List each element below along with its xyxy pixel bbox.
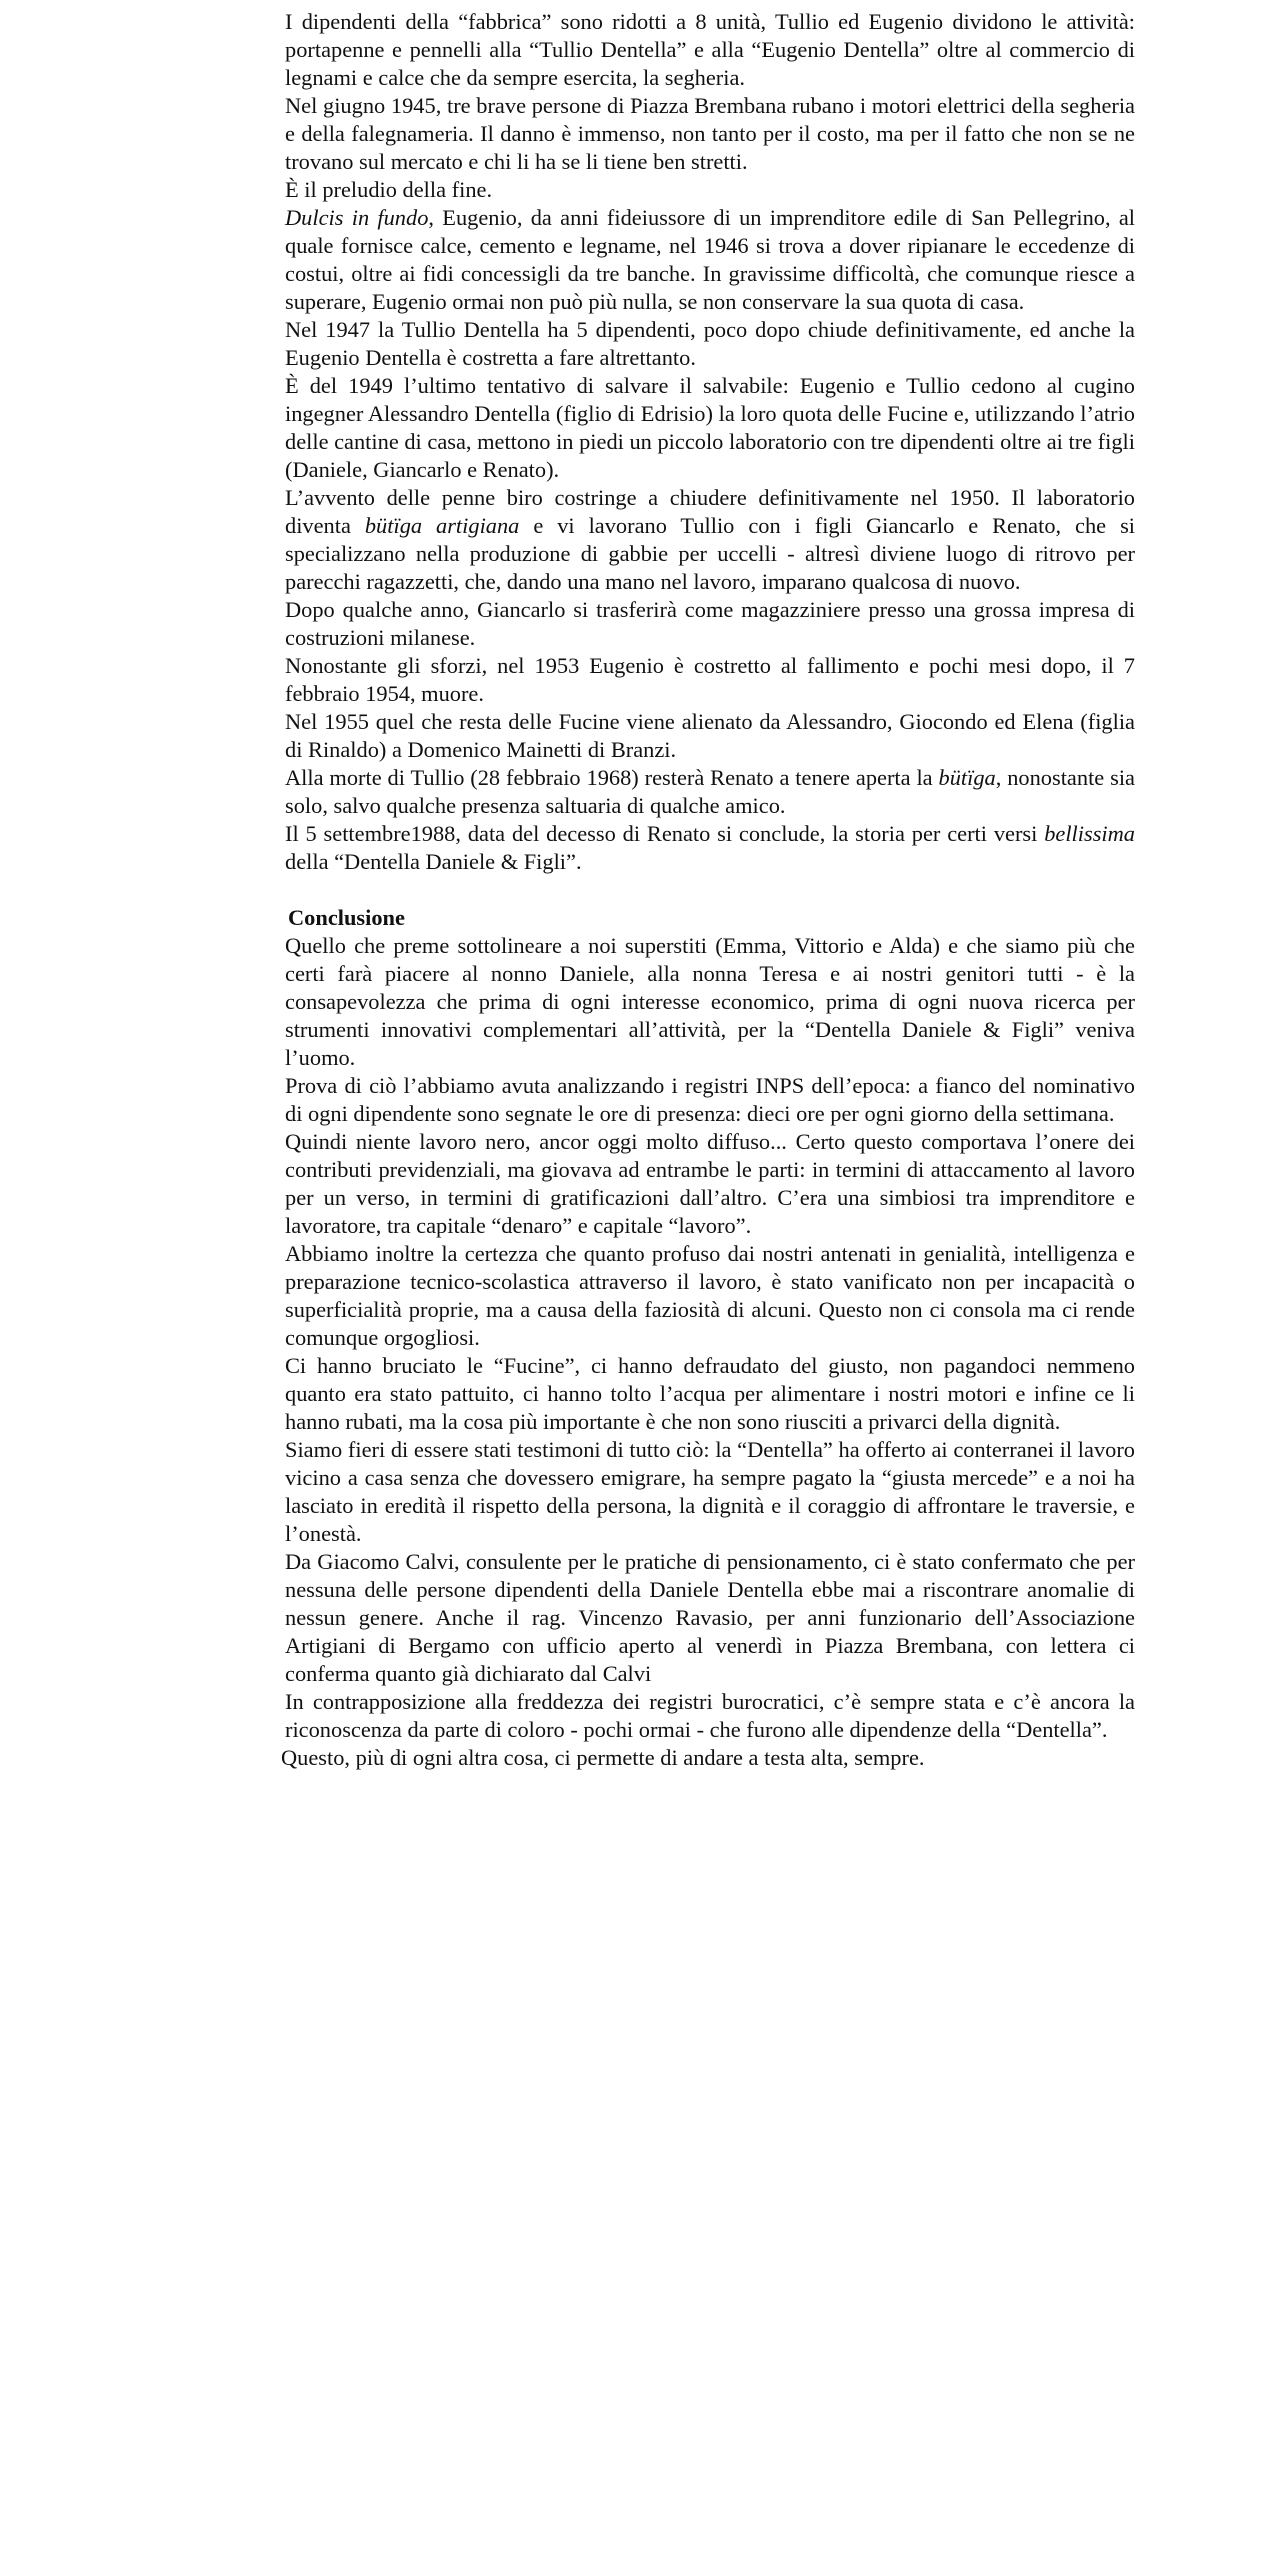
section-gap	[285, 876, 1135, 904]
paragraph-1955: Nel 1955 quel che resta delle Fucine viene alienato da Alessandro, Giocondo ed Elena (figlia di Rinaldo) a Domenico Mainetti di Branzi.	[285, 709, 1135, 762]
paragraph-morte-tullio	[285, 764, 1135, 820]
paragraph-lavoro-nero: Quindi niente lavoro nero, ancor oggi molto diffuso... Certo questo comportava l’onere dei contributi previdenziali, ma giovava ad entrambe le parti: in termini di attaccamento al lavoro per un verso, in termini di gratificazioni dall’altro. C’era una simbiosi tra imprenditore e lavoratore, tra capitale “denaro” e capitale “lavoro”.	[285, 1129, 1135, 1238]
paragraph-renato-1988	[285, 820, 1135, 876]
italic-dulcis-in-fundo: Dulcis in fundo	[285, 205, 429, 230]
italic-butiga-artigiana: bütïga artigiana	[364, 513, 520, 538]
tullio-text-2: , nonostante sia solo, salvo qualche presenza saltuaria di qualche amico.	[285, 765, 1135, 818]
paragraph-giugno-1945: Nel giugno 1945, tre brave persone di Piazza Brembana rubano i motori elettrici della segheria e della falegnameria. Il danno è immenso, non tanto per il costo, ma per il fatto che non se ne trovano sul mercato e chi li ha se li tiene ben stretti.	[285, 93, 1135, 174]
tullio-text-1: Alla morte di Tullio (28 febbraio 1968) resterà Renato a tenere aperta la	[285, 765, 939, 790]
paragraph-certezza: Abbiamo inoltre la certezza che quanto profuso dai nostri antenati in genialità, intelligenza e preparazione tecnico-scolastica attraverso il lavoro, è stato vanificato non per incapacità o superficialità proprie, ma a causa della faziosità di alcuni. Questo non ci consola ma ci rende comunque orgogliosi.	[285, 1241, 1135, 1350]
paragraph-giancarlo: Dopo qualche anno, Giancarlo si trasferirà come magazziniere presso una grossa impresa di costruzioni milanese.	[285, 597, 1135, 650]
biro-text-1: L’avvento delle penne biro costringe a chiudere definitivamente nel 1950. Il laboratorio diventa	[285, 485, 1135, 538]
dulcis-text: , Eugenio, da anni fideiussore di un imprenditore edile di San Pellegrino, al quale fornisce calce, cemento e legname, nel 1946 si trova a dover ripianare le eccedenze di costui, oltre ai fidi concessigli da tre banche. In gravissime difficoltà, che comunque riesce a superare, Eugenio ormai non può più nulla, se non conservare la sua quota di casa.	[285, 205, 1136, 314]
paragraph-giacomo-calvi: Da Giacomo Calvi, consulente per le pratiche di pensionamento, ci è stato confermato che per nessuna delle persone dipendenti della Daniele Dentella ebbe mai a riscontrare anomalie di nessun genere. Anche il rag. Vincenzo Ravasio, per anni funzionario dell’Associazione Artigiani di Bergamo con ufficio aperto al venerdì in Piazza Brembana, con lettera ci conferma quanto già dichiarato dal Calvi	[285, 1549, 1135, 1686]
paragraph-penne-biro	[285, 484, 1135, 596]
biro-text-2: e vi lavorano Tullio con i figli Giancarlo e Renato, che si specializzano nella produzione di gabbie per uccelli - altresì diviene luogo di ritrovo per parecchi ragazzetti, che, dando una mano nel lavoro, imparano qualcosa di nuovo.	[285, 513, 1136, 594]
paragraph-preludio: È il preludio della fine.	[285, 177, 493, 202]
document-page	[281, 8, 1136, 1772]
paragraph-1949: È del 1949 l’ultimo tentativo di salvare il salvabile: Eugenio e Tullio cedono al cugino ingegner Alessandro Dentella (figlio di Edrisio) la loro quota delle Fucine e, utilizzando l’atrio delle cantine di casa, mettono in piedi un piccolo laboratorio con tre dipendenti oltre ai tre figli (Daniele, Giancarlo e Renato).	[285, 373, 1135, 482]
paragraph-testimoni: Siamo fieri di essere stati testimoni di tutto ciò: la “Dentella” ha offerto ai conterranei il lavoro vicino a casa senza che dovessero emigrare, ha sempre pagato la “giusta mercede” e a noi ha lasciato in eredità il rispetto della persona, la dignità e il coraggio di affrontare le traversie, e l’onestà.	[285, 1437, 1135, 1546]
italic-bellissima: bellissima	[1044, 821, 1135, 846]
paragraph-dipendenti: I dipendenti della “fabbrica” sono ridotti a 8 unità, Tullio ed Eugenio dividono le attività: portapenne e pennelli alla “Tullio Dentella” e alla “Eugenio Dentella” oltre al commercio di legnami e calce che da sempre esercita, la segheria.	[285, 9, 1135, 90]
paragraph-superstiti: Quello che preme sottolineare a noi superstiti (Emma, Vittorio e Alda) e che siamo più che certi farà piacere al nonno Daniele, alla nonna Teresa e ai nostri genitori tutti - è la consapevolezza che prima di ogni interesse economico, prima di ogni nuova ricerca per strumenti innovativi complementari all’attività, per la “Dentella Daniele & Figli” veniva l’uomo.	[285, 933, 1135, 1070]
paragraph-dulcis-in-fundo	[285, 204, 1135, 316]
paragraph-contrapposizione: In contrapposizione alla freddezza dei registri burocratici, c’è sempre stata e c’è ancora la riconoscenza da parte di coloro - pochi ormai - che furono alle dipendenze della “Dentella”.	[285, 1689, 1135, 1742]
italic-butiga: bütïga	[938, 765, 996, 790]
paragraph-1947: Nel 1947 la Tullio Dentella ha 5 dipendenti, poco dopo chiude definitivamente, ed anche la Eugenio Dentella è costretta a fare altrettanto.	[285, 317, 1135, 370]
renato-text-1: Il 5 settembre1988, data del decesso di Renato si conclude, la storia per certi versi	[285, 821, 1045, 846]
paragraph-testa-alta: Questo, più di ogni altra cosa, ci permette di andare a testa alta, sempre.	[281, 1745, 925, 1770]
paragraph-registri-inps: Prova di ciò l’abbiamo avuta analizzando i registri INPS dell’epoca: a fianco del nominativo di ogni dipendente sono segnate le ore di presenza: dieci ore per ogni giorno della settimana.	[285, 1073, 1135, 1126]
paragraph-fucine-bruciate: Ci hanno bruciato le “Fucine”, ci hanno defraudato del giusto, non pagandoci nemmeno quanto era stato pattuito, ci hanno tolto l’acqua per alimentare i nostri motori e infine ce li hanno rubati, ma la cosa più importante è che non sono riusciti a privarci della dignità.	[285, 1353, 1135, 1434]
renato-text-2: della “Dentella Daniele & Figli”.	[285, 849, 582, 874]
heading-conclusione: Conclusione	[288, 905, 405, 930]
paragraph-1953: Nonostante gli sforzi, nel 1953 Eugenio è costretto al fallimento e pochi mesi dopo, il 7 febbraio 1954, muore.	[285, 653, 1135, 706]
